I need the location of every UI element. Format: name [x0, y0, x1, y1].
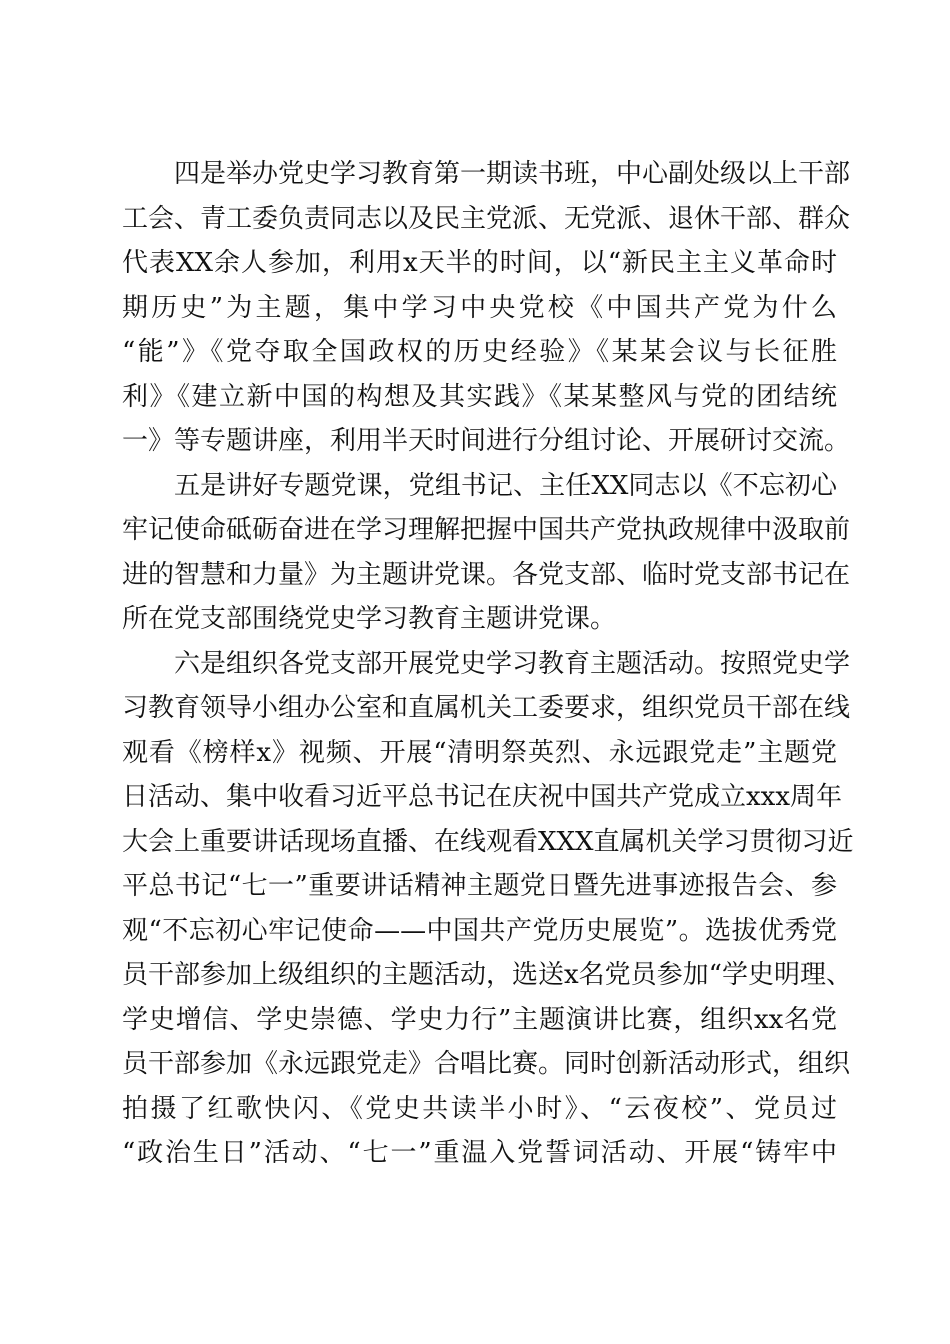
text-line: 五是讲好专题党课，党组书记、主任XX同志以《不忘初心 [174, 470, 837, 501]
text-line: 习教育领导小组办公室和直属机关工委要求，组织党员干部在线 [122, 693, 851, 723]
text-line: 牢记使命砥砺奋进在学习理解把握中国共产党执政规律中汲取前 [122, 515, 851, 545]
text-line: 拍摄了红歌快闪、《党史共读半小时》、“云夜校”、党员过 [122, 1093, 837, 1124]
text-line: 所在党支部围绕党史学习教育主题讲党课。 [122, 604, 617, 634]
text-line: 期历史”为主题，集中学习中央党校《中国共产党为什么 [122, 292, 837, 323]
text-line: “政治生日”活动、“七一”重温入党誓词活动、开展“铸牢中 [122, 1138, 837, 1168]
text-line: 一》等专题讲座，利用半天时间进行分组讨论、开展研讨交流。 [122, 426, 851, 456]
text-line: 进的智慧和力量》为主题讲党课。各党支部、临时党支部书记在 [122, 559, 851, 590]
text-line: 利》《建立新中国的构想及其实践》《某某整风与党的团结统 [122, 381, 837, 412]
paragraph-4 [122, 152, 851, 464]
text-line: 学史增信、学史崇德、学史力行”主题演讲比赛，组织xx名党 [122, 1004, 837, 1035]
text-line: 员干部参加《永远跟党走》合唱比赛。同时创新活动形式，组织 [122, 1049, 851, 1079]
text-line: “能”》《党夺取全国政权的历史经验》《某某会议与长征胜 [122, 337, 837, 367]
text-line: 日活动、集中收看习近平总书记在庆祝中国共产党成立xxx周年 [122, 782, 842, 812]
text-line: 六是组织各党支部开展党史学习教育主题活动。按照党史学 [174, 648, 851, 679]
text-line: 员干部参加上级组织的主题活动，选送x名党员参加“学史明理、 [122, 960, 852, 990]
paragraph-6 [122, 642, 854, 1176]
text-line: 观看《榜样x》视频、开展“清明祭英烈、永远跟党走”主题党 [122, 737, 837, 768]
text-line: 工会、青工委负责同志以及民主党派、无党派、退休干部、群众 [122, 203, 851, 234]
text-line: 四是举办党史学习教育第一期读书班，中心副处级以上干部 [174, 159, 851, 189]
text-line: 平总书记“七一”重要讲话精神主题党日暨先进事迹报告会、参 [122, 871, 837, 901]
paragraph-5 [122, 464, 851, 642]
text-line: 大会上重要讲话现场直播、在线观看XXX直属机关学习贯彻习近 [122, 826, 854, 857]
text-line: 代表XX余人参加，利用x天半的时间，以“新民主主义革命时 [122, 248, 837, 278]
document-body [122, 152, 854, 1176]
text-line: 观“不忘初心牢记使命——中国共产党历史展览”。选拔优秀党 [122, 915, 837, 946]
